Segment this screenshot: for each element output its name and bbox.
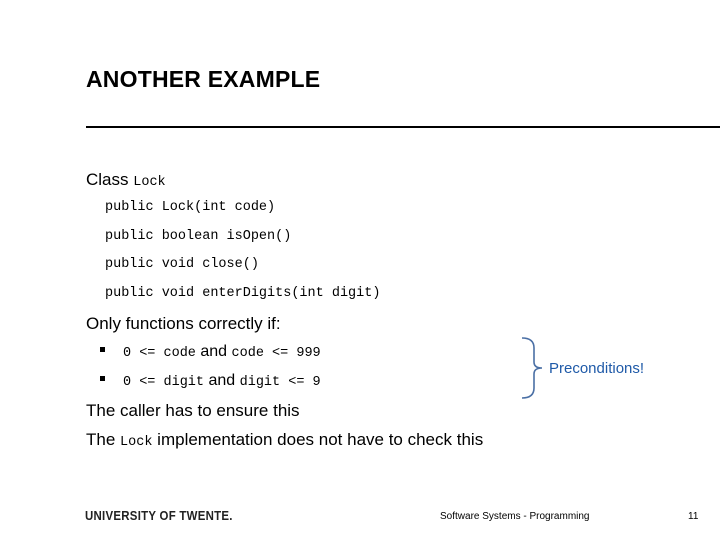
footer-course: Software Systems - Programming	[440, 511, 590, 522]
condition-item-code	[100, 343, 321, 361]
class-prefix: Class	[86, 170, 129, 189]
method-enterdigits: public void enterDigits(int digit)	[105, 286, 381, 301]
slide-title: ANOTHER EXAMPLE	[86, 66, 321, 92]
condition-code-b: digit <= 9	[239, 375, 321, 390]
condition-code-a: 0 <= code	[123, 346, 196, 361]
condition-heading: Only functions correctly if:	[86, 314, 281, 333]
condition-joiner: and	[208, 372, 236, 389]
condition-code-a: 0 <= digit	[123, 375, 205, 390]
method-isopen: public boolean isOpen()	[105, 229, 292, 244]
preconditions-label: Preconditions!	[549, 360, 645, 377]
method-close: public void close()	[105, 257, 259, 272]
statement-prefix: The	[86, 430, 116, 449]
class-heading	[86, 170, 166, 190]
bullet-icon	[100, 376, 105, 381]
page-number: 11	[688, 511, 699, 522]
statement-code: Lock	[120, 435, 153, 450]
caller-statement: The caller has to ensure this	[86, 401, 300, 420]
condition-code-b: code <= 999	[231, 346, 321, 361]
right-brace-icon	[512, 336, 548, 400]
statement-suffix: implementation does not have to check this	[157, 430, 484, 449]
method-constructor: public Lock(int code)	[105, 200, 276, 215]
title-divider	[86, 126, 720, 128]
condition-joiner: and	[200, 343, 228, 360]
class-name: Lock	[133, 175, 166, 190]
condition-item-digit	[100, 372, 321, 390]
bullet-icon	[100, 347, 105, 352]
university-logo: UNIVERSITY OF TWENTE.	[85, 508, 233, 523]
implementation-statement	[86, 430, 483, 450]
